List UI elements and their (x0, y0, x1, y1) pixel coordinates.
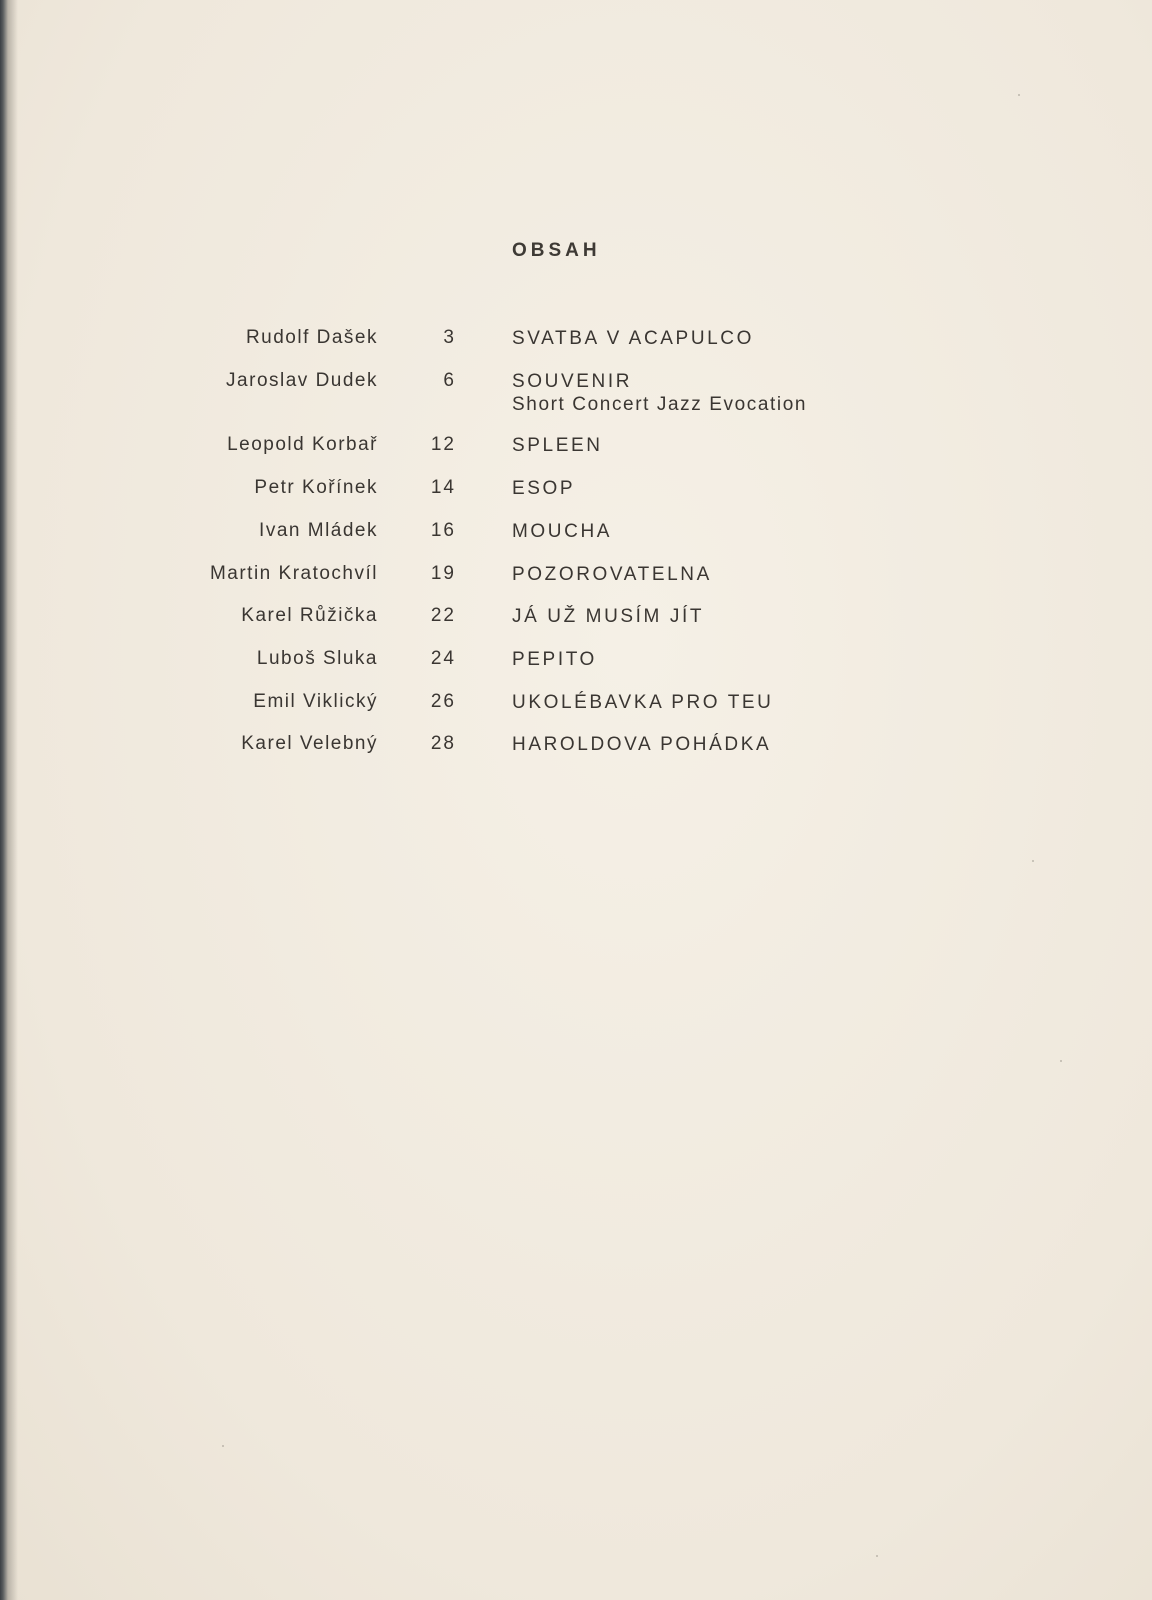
toc-entry (0, 477, 1152, 517)
entry-author: Karel Velebný (241, 733, 378, 754)
entry-author: Karel Růžička (241, 605, 378, 626)
toc-entry (0, 520, 1152, 560)
toc-entry (0, 691, 1152, 731)
entry-page-number: 3 (443, 327, 456, 348)
entry-title-text: POZOROVATELNA (512, 564, 712, 585)
entry-page-number: 19 (430, 563, 456, 584)
paper-speck (1018, 94, 1020, 96)
entry-page-number: 14 (430, 477, 456, 498)
entry-title-text: SPLEEN (512, 435, 603, 456)
entry-title-text: MOUCHA (512, 521, 613, 542)
entry-title-text: JÁ UŽ MUSÍM JÍT (512, 606, 705, 627)
entry-author: Leopold Korbař (227, 434, 378, 455)
entry-author: Luboš Sluka (256, 648, 378, 669)
entry-title-text: UKOLÉBAVKA PRO TEU (512, 692, 774, 713)
entry-title (512, 520, 612, 543)
entry-page-number: 28 (430, 733, 456, 754)
toc-entry (0, 733, 1152, 773)
entry-title (512, 733, 771, 756)
paper-speck (1060, 1060, 1062, 1062)
toc-entry (0, 563, 1152, 603)
entry-author: Jaroslav Dudek (226, 370, 378, 391)
entry-author: Ivan Mládek (259, 520, 378, 541)
entry-title (512, 327, 754, 350)
toc-entry (0, 605, 1152, 645)
paper-speck (876, 1555, 878, 1557)
entry-page-number: 26 (430, 691, 456, 712)
entry-title-text: SVATBA V ACAPULCO (512, 328, 755, 349)
entry-title (512, 434, 603, 457)
entry-title (512, 370, 807, 416)
entry-page-number: 6 (443, 370, 456, 391)
entry-author: Martin Kratochvíl (209, 563, 378, 584)
entry-title (512, 477, 575, 500)
entry-title (512, 648, 597, 671)
entry-page-number: 16 (430, 520, 456, 541)
entry-title-text: SOUVENIR (512, 371, 633, 392)
entry-subtitle: Short Concert Jazz Evocation (512, 394, 808, 415)
entry-author: Petr Kořínek (254, 477, 378, 498)
entry-title-text: HAROLDOVA POHÁDKA (512, 734, 772, 755)
entry-title (512, 605, 704, 628)
binding-edge (0, 0, 18, 1600)
toc-entry (0, 370, 1152, 418)
page-title: OBSAH (512, 240, 601, 261)
paper-speck (222, 1445, 224, 1447)
toc-entry (0, 434, 1152, 474)
paper-speck (1032, 860, 1034, 862)
entry-title (512, 691, 774, 714)
entry-title (512, 563, 712, 586)
entry-title-text: PEPITO (512, 649, 597, 670)
toc-entry (0, 648, 1152, 688)
entry-page-number: 24 (430, 648, 456, 669)
entry-author: Emil Viklický (253, 691, 378, 712)
toc-entry (0, 327, 1152, 367)
entry-author: Rudolf Dašek (245, 327, 378, 348)
entry-page-number: 22 (430, 605, 456, 626)
entry-title-text: ESOP (512, 478, 576, 499)
entry-page-number: 12 (430, 434, 456, 455)
